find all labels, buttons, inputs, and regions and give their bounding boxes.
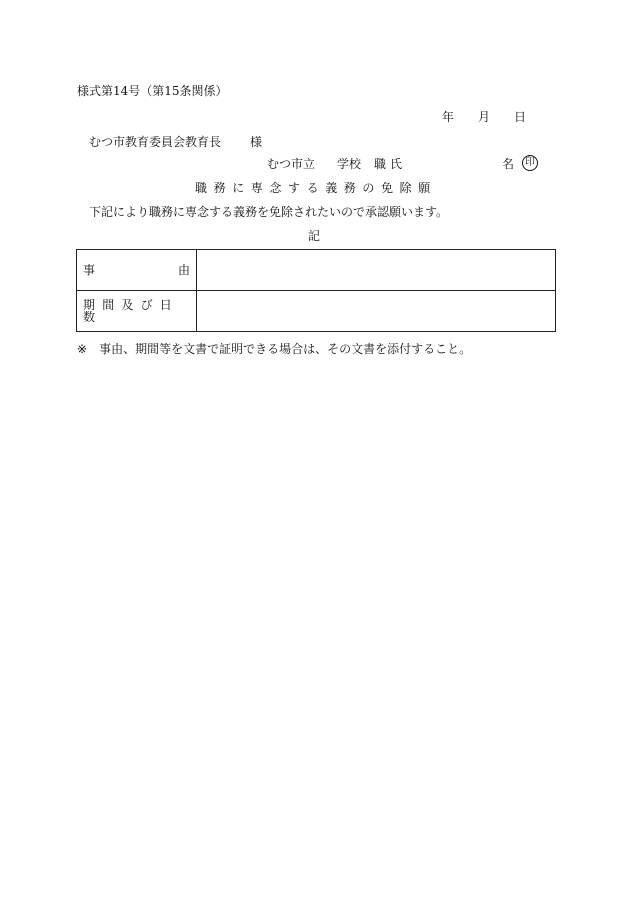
form-number: 様式第14号（第15条関係） [77, 84, 228, 98]
note-text: 事由、期間等を文書で証明できる場合は、その文書を添付すること。 [99, 342, 472, 356]
period-value-cell [197, 291, 556, 332]
table-row-period [77, 291, 556, 332]
intro-text: 下記により職務に専念する義務を免除されたいので承認願います。 [89, 205, 449, 219]
date-month-label: 月 [478, 110, 491, 124]
table-row-reason [77, 250, 556, 291]
seal-text: 印 [525, 157, 535, 168]
applicant-city: むつ市立 [267, 157, 316, 171]
applicant-school: 学校 [337, 157, 362, 171]
reason-label-b: 由 [177, 263, 190, 277]
reason-label-a: 事 [83, 263, 96, 277]
reason-label-cell [77, 250, 197, 291]
seal-mark [522, 155, 538, 171]
ki-heading: 記 [308, 229, 321, 243]
period-label: 期間及び日数 [83, 298, 180, 324]
date-day-label: 日 [514, 110, 527, 124]
record-table [76, 249, 556, 332]
applicant-name-prefix: 氏 [390, 157, 403, 171]
document-title: 職務に専念する義務の免除願 [195, 181, 437, 195]
date-year-label: 年 [442, 110, 455, 124]
applicant-name-label: 名 [502, 157, 515, 171]
reason-value-cell [197, 250, 556, 291]
applicant-line [267, 158, 402, 170]
date-line [442, 111, 526, 123]
note-mark: ※ [77, 342, 88, 356]
addressee-name: むつ市教育委員会教育長 [89, 135, 222, 149]
period-label-cell [77, 291, 197, 332]
honorific: 様 [250, 135, 263, 149]
addressee [89, 136, 262, 148]
footnote [77, 343, 471, 355]
applicant-role: 職 [374, 157, 387, 171]
